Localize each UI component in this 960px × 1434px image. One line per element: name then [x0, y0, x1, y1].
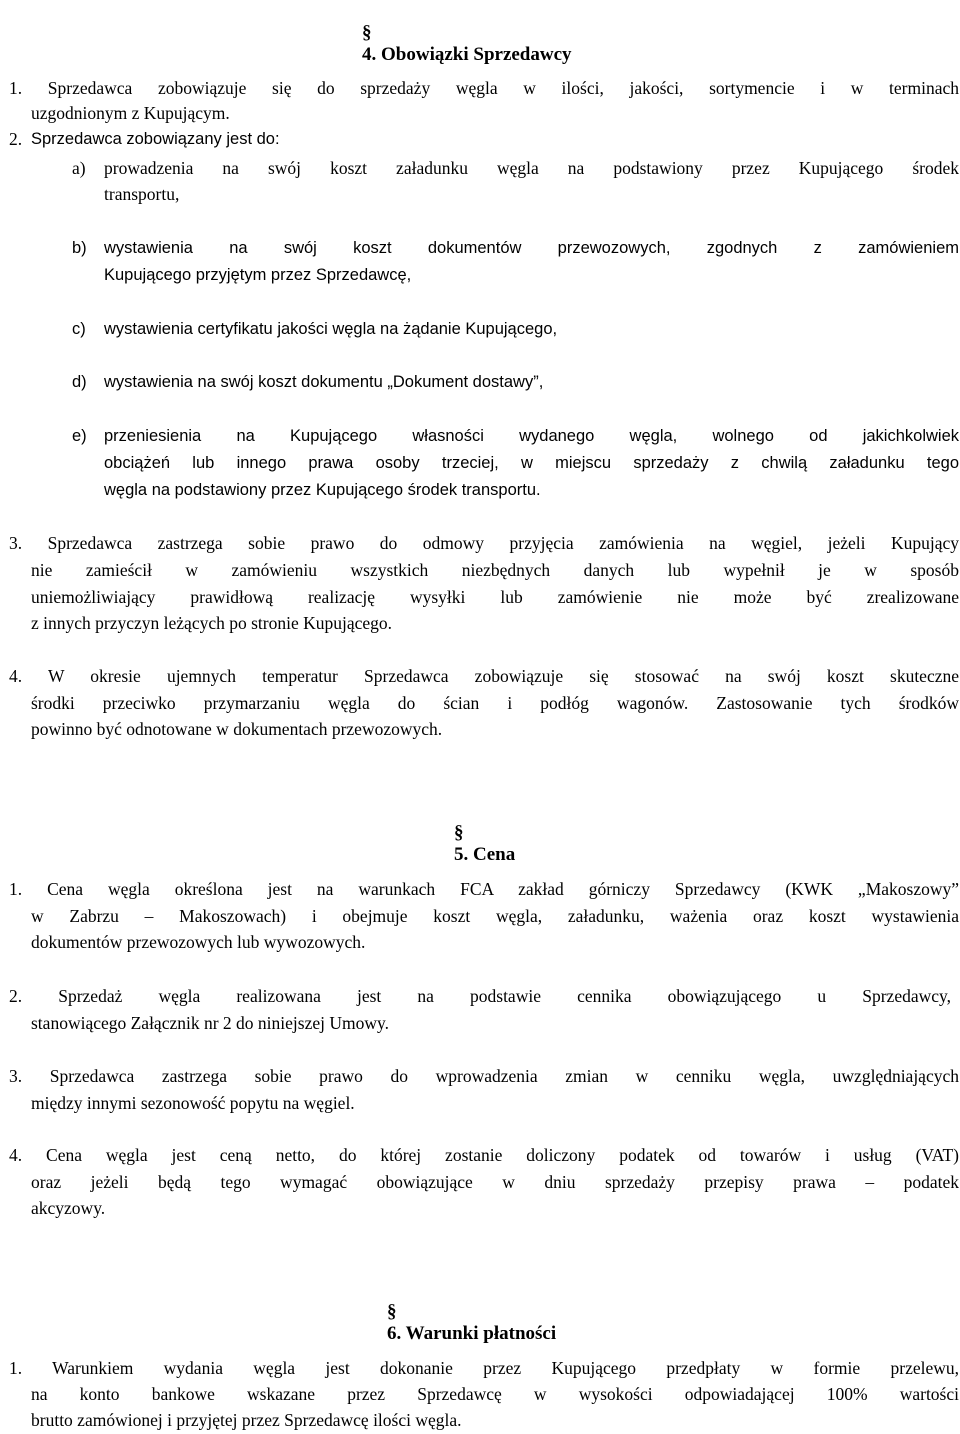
section-title: 5. Cena	[454, 844, 516, 865]
section-symbol: §	[454, 822, 464, 843]
paragraph-line: 2. Sprzedaż węgla realizowana jest na podstawie cennika obowiązującego u Sprzedawcy,	[9, 986, 951, 1006]
paragraph-line: środki przeciwko przymarzaniu węgla do ścian i podłóg wagonów. Zastosowanie tych środków	[31, 693, 959, 713]
paragraph-line: akcyzowy.	[31, 1198, 106, 1218]
paragraph-line: brutto zamówionej i przyjętej przez Sprzedawcę ilości węgla.	[31, 1410, 462, 1430]
section-heading	[435, 800, 515, 888]
section-title: 4. Obowiązki Sprzedawcy	[362, 44, 572, 65]
subitem-line: przeniesienia na Kupującego własności wydanego węgla, wolnego od jakichkolwiek	[104, 427, 959, 445]
subitem-line: wystawienia certyfikatu jakości węgla na żądanie Kupującego,	[104, 320, 558, 338]
section-symbol: §	[387, 1301, 397, 1322]
section-heading	[343, 0, 572, 88]
paragraph-line: 3. Sprzedawca zastrzega sobie prawo do odmowy przyjęcia zamówienia na węgiel, jeżeli Kupujący	[9, 533, 959, 553]
paragraph-line: 1. Warunkiem wydania węgla jest dokonanie przez Kupującego przedpłaty w formie przelewu,	[9, 1358, 959, 1378]
section-symbol: §	[362, 22, 372, 43]
paragraph-line: stanowiącego Załącznik nr 2 do niniejszej Umowy.	[31, 1013, 389, 1033]
paragraph-line: 3. Sprzedawca zastrzega sobie prawo do wprowadzenia zmian w cenniku węgla, uwzględniających	[9, 1066, 959, 1086]
paragraph-line: 4. Cena węgla jest ceną netto, do której zostanie doliczony podatek od towarów i usług (VAT)	[9, 1145, 959, 1165]
subitem-letter: e)	[72, 427, 87, 445]
subitem-letter: b)	[72, 239, 87, 257]
paragraph-line: 1. Cena węgla określona jest na warunkach FCA zakład górniczy Sprzedawcy (KWK „Makoszowy”	[9, 879, 959, 899]
item-number: 2.	[9, 129, 23, 149]
subitem-line: wystawienia na swój koszt dokumentu „Dokument dostawy”,	[104, 373, 544, 391]
paragraph-line: oraz jeżeli będą tego wymagać obowiązujące w dniu sprzedaży przepisy prawa – podatek	[31, 1172, 959, 1192]
paragraph-line: między innymi sezonowość popytu na węgiel.	[31, 1093, 355, 1113]
subitem-line: obciążeń lub innego prawa osoby trzeciej, w miejscu sprzedaży z chwilą załadunku tego	[104, 454, 959, 472]
subitem-line: Kupującego przyjętym przez Sprzedawcę,	[104, 266, 412, 284]
paragraph-line: 4. W okresie ujemnych temperatur Sprzedawca zobowiązuje się stosować na swój koszt skuteczne	[9, 666, 959, 686]
paragraph-line: na konto bankowe wskazane przez Sprzedawcę w wysokości odpowiadającej 100% wartości	[31, 1384, 959, 1404]
section-title: 6. Warunki płatności	[387, 1323, 557, 1344]
subitem-line: wystawienia na swój koszt dokumentów przewozowych, zgodnych z zamówieniem	[104, 239, 959, 257]
paragraph-line: z innych przyczyn leżących po stronie Kupującego.	[31, 613, 393, 633]
paragraph-line: powinno być odnotowane w dokumentach przewozowych.	[31, 719, 443, 739]
section-heading	[368, 1279, 556, 1367]
subitem-line: węgla na podstawiony przez Kupującego środek transportu.	[104, 481, 541, 499]
subitem-letter: c)	[72, 320, 86, 338]
paragraph-intro: Sprzedawca zobowiązany jest do:	[31, 130, 280, 148]
paragraph-line: w Zabrzu – Makoszowach) i obejmuje koszt węgla, załadunku, ważenia oraz koszt wystawienia	[31, 906, 959, 926]
paragraph-line: 1. Sprzedawca zobowiązuje się do sprzedaży węgla w ilości, jakości, sortymencie i w terminach	[9, 78, 959, 98]
paragraph-line: dokumentów przewozowych lub wywozowych.	[31, 932, 366, 952]
paragraph-line: uniemożliwiający prawidłową realizację wysyłki lub zamówienie nie może być zrealizowane	[31, 587, 959, 607]
subitem-letter: a)	[72, 158, 86, 178]
subitem-line: prowadzenia na swój koszt załadunku węgla na podstawiony przez Kupującego środek	[104, 158, 959, 178]
subitem-line: transportu,	[104, 184, 180, 204]
paragraph-line: nie zamieścił w zamówieniu wszystkich niezbędnych danych lub wypełnił je w sposób	[31, 560, 959, 580]
subitem-letter: d)	[72, 373, 87, 391]
paragraph-line: uzgodnionym z Kupującym.	[31, 103, 230, 123]
